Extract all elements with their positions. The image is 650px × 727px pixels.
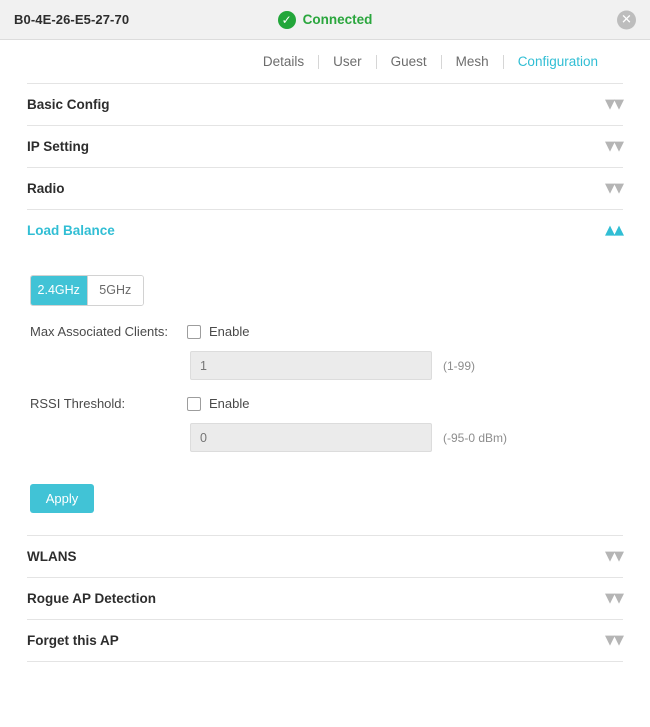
- section-header-load-balance[interactable]: [27, 210, 623, 251]
- close-icon[interactable]: ✕: [617, 10, 636, 29]
- rssi-threshold-label: RSSI Threshold:: [30, 396, 126, 411]
- section-title-rogue-ap-detection: Rogue AP Detection: [27, 591, 157, 606]
- check-circle-icon: ✓: [278, 11, 296, 29]
- section-title-radio: Radio: [27, 181, 65, 196]
- tab-configuration[interactable]: Configuration: [517, 54, 598, 69]
- max-associated-clients-checkbox[interactable]: [187, 325, 201, 339]
- tab-bar: [0, 40, 650, 83]
- rssi-threshold-checkbox[interactable]: [187, 397, 201, 411]
- section-header-basic-config[interactable]: [27, 84, 623, 125]
- connection-status-label: Connected: [302, 12, 373, 27]
- section-title-ip-setting: IP Setting: [27, 139, 90, 154]
- section-header-ip-setting[interactable]: [27, 126, 623, 167]
- rssi-threshold-input[interactable]: [190, 423, 432, 452]
- max-associated-clients-hint: (1-99): [443, 358, 476, 373]
- chevron-down-icon[interactable]: ▼▼: [605, 139, 623, 154]
- max-associated-clients-enable-label[interactable]: Enable: [209, 324, 250, 339]
- section-title-wlans: WLANS: [27, 549, 77, 564]
- section-title-basic-config: Basic Config: [27, 97, 110, 112]
- band-option-5ghz[interactable]: 5GHz: [87, 276, 144, 305]
- section-wlans: [27, 535, 623, 577]
- load-balance-panel: [27, 251, 623, 535]
- max-associated-clients-input[interactable]: [190, 351, 432, 380]
- section-header-rogue-ap-detection[interactable]: [27, 578, 623, 619]
- section-radio: [27, 167, 623, 209]
- section-basic-config: [27, 83, 623, 125]
- tab-mesh[interactable]: Mesh: [455, 54, 489, 69]
- max-associated-clients-input-row: [190, 351, 623, 380]
- rssi-threshold-row: [27, 396, 623, 411]
- section-bottom-divider: [27, 661, 623, 662]
- apply-button[interactable]: Apply: [30, 484, 94, 513]
- section-forget-this-ap: [27, 619, 623, 661]
- rssi-threshold-enable-label[interactable]: Enable: [209, 396, 250, 411]
- tab-guest[interactable]: Guest: [390, 54, 427, 69]
- max-associated-clients-row: [27, 324, 623, 339]
- window-titlebar: [0, 0, 650, 40]
- chevron-down-icon[interactable]: ▼▼: [605, 97, 623, 112]
- band-option-24ghz[interactable]: 2.4GHz: [31, 276, 87, 305]
- chevron-up-icon[interactable]: ▲▲: [605, 223, 623, 238]
- ap-mac-address: B0-4E-26-E5-27-70: [14, 12, 130, 27]
- section-ip-setting: [27, 125, 623, 167]
- section-header-forget-this-ap[interactable]: [27, 620, 623, 661]
- rssi-threshold-hint: (-95-0 dBm): [443, 430, 508, 445]
- configuration-content: [0, 83, 650, 662]
- section-rogue-ap-detection: [27, 577, 623, 619]
- section-load-balance: [27, 209, 623, 535]
- tab-details[interactable]: Details: [262, 54, 305, 69]
- section-title-forget-this-ap: Forget this AP: [27, 633, 119, 648]
- tab-user[interactable]: User: [333, 54, 362, 69]
- band-selector: [30, 275, 144, 306]
- max-associated-clients-label: Max Associated Clients:: [30, 324, 169, 339]
- rssi-threshold-input-row: [190, 423, 623, 452]
- chevron-down-icon[interactable]: ▼▼: [605, 181, 623, 196]
- section-header-wlans[interactable]: [27, 536, 623, 577]
- chevron-down-icon[interactable]: ▼▼: [605, 591, 623, 606]
- section-title-load-balance: Load Balance: [27, 223, 115, 238]
- chevron-down-icon[interactable]: ▼▼: [605, 549, 623, 564]
- chevron-down-icon[interactable]: ▼▼: [605, 633, 623, 648]
- section-header-radio[interactable]: [27, 168, 623, 209]
